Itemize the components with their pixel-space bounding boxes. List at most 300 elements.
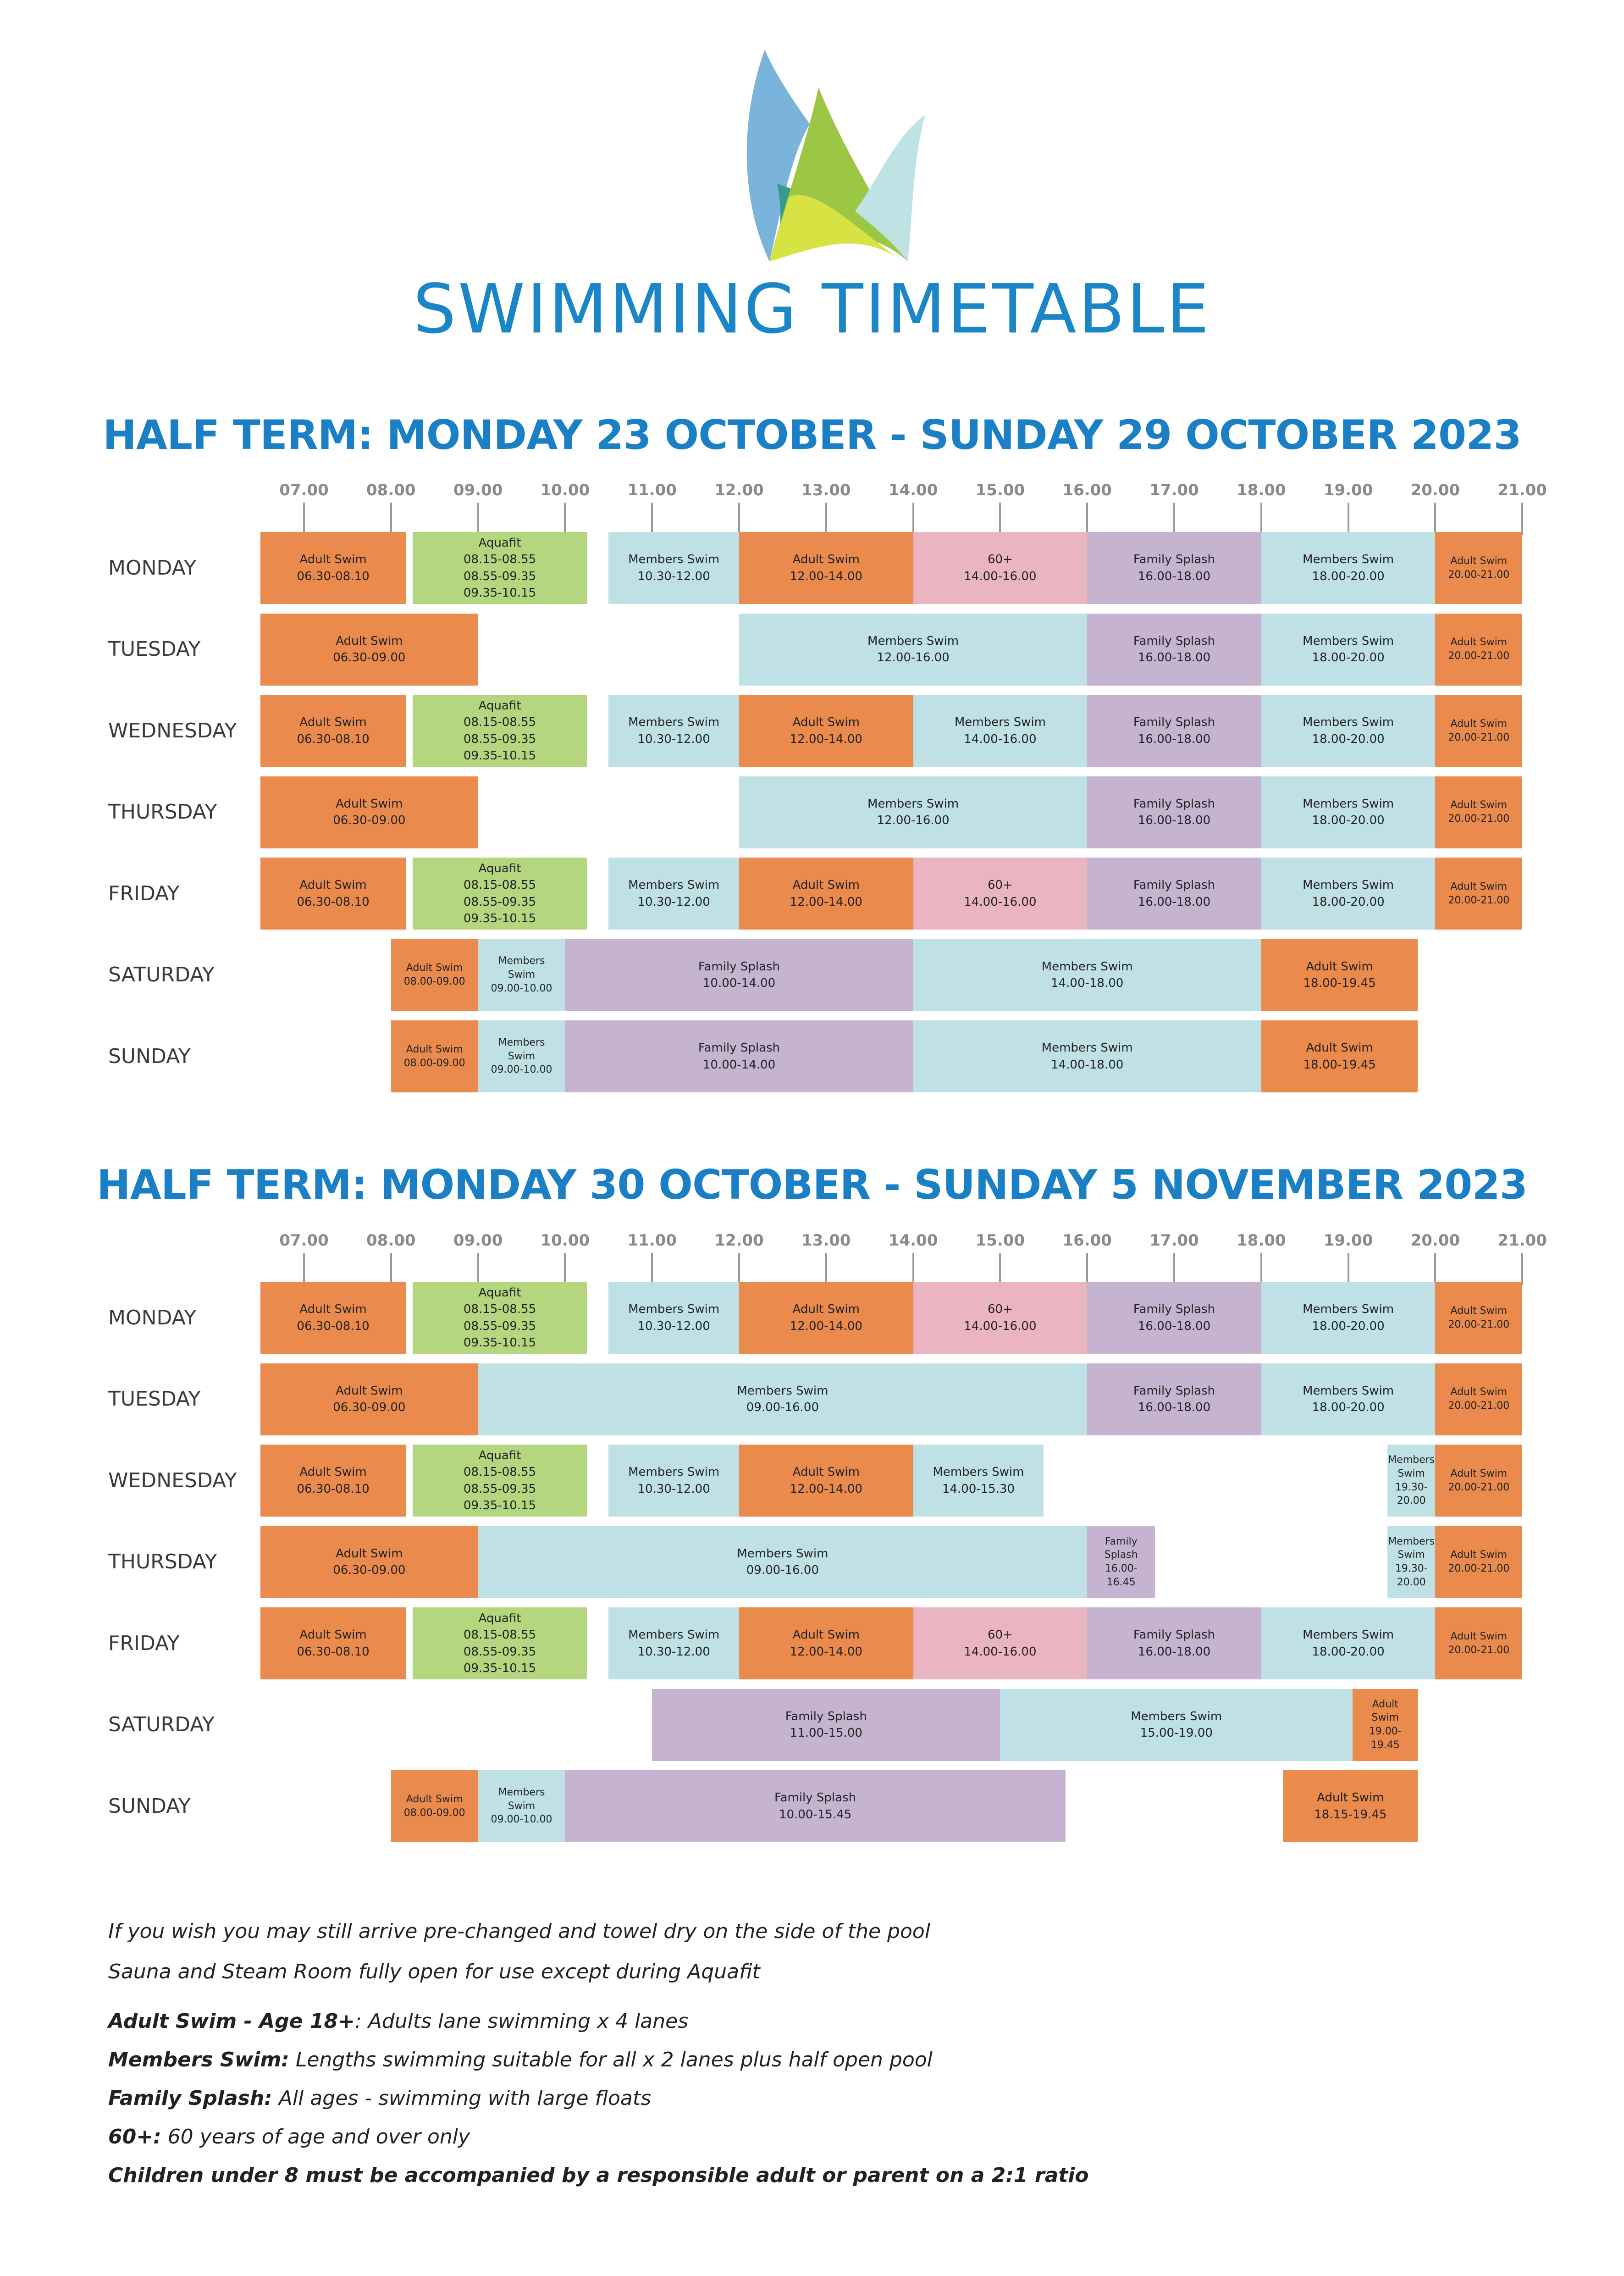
session-line: Aquafit [478, 1611, 521, 1625]
session-members [1000, 1689, 1353, 1761]
session-members [1261, 532, 1436, 604]
session-family [1087, 776, 1261, 848]
session-line: Adult Swim [299, 553, 367, 567]
session-line: 14.00-18.00 [1051, 1058, 1124, 1072]
session-line: 10.30-12.00 [637, 1319, 710, 1333]
session-line: Members Swim [867, 634, 959, 648]
session-adult [1435, 1526, 1522, 1598]
session-line: Adult Swim [299, 1465, 367, 1479]
session-line: 18.00-20.00 [1312, 895, 1385, 909]
session-adult [1435, 776, 1522, 848]
session-line: 06.30-09.00 [333, 814, 406, 827]
hour-tick [999, 1253, 1001, 1285]
session-line: 16.00-18.00 [1138, 814, 1211, 827]
session-members [913, 939, 1261, 1011]
hour-tick [912, 503, 914, 535]
session-line: 09.00-10.00 [491, 982, 552, 994]
session-line: 06.30-08.10 [297, 1482, 370, 1496]
session-members [608, 1282, 739, 1354]
session-line: 08.00-09.00 [403, 1057, 465, 1069]
session-line: Adult Swim [792, 878, 860, 892]
hour-label: 19.00 [1323, 1231, 1373, 1250]
session-line: Family Splash [785, 1709, 867, 1723]
hour-label: 18.00 [1237, 481, 1286, 499]
hour-tick [1173, 1253, 1175, 1285]
session-line: 12.00-16.00 [877, 814, 950, 827]
session-adult [1435, 1445, 1522, 1517]
session-line: 09.00-16.00 [746, 1401, 819, 1414]
session-line: Adult Swim [792, 1465, 860, 1479]
session-line: 06.30-08.10 [297, 1645, 370, 1659]
session-line: Swim [508, 1800, 536, 1812]
session-members [913, 695, 1088, 767]
session-adult [739, 858, 913, 930]
session-members [608, 1445, 739, 1517]
session-members [913, 1020, 1261, 1092]
session-line: 14.00-16.00 [964, 1645, 1037, 1659]
session-line: 16.00- [1105, 1563, 1138, 1574]
session-line: Members Swim [628, 1628, 720, 1642]
session-adult [260, 1363, 478, 1435]
session-line: 20.00 [1397, 1495, 1426, 1507]
session-line: 08.55-09.35 [463, 1482, 536, 1496]
session-line: 20.00 [1397, 1576, 1426, 1588]
session-family [652, 1689, 1000, 1761]
session-line: Members [498, 955, 545, 967]
session-line: 08.15-08.55 [463, 715, 536, 730]
session-line: 10.00-15.45 [779, 1807, 852, 1822]
session-members [478, 939, 565, 1011]
session-line: 18.00-20.00 [1312, 651, 1385, 665]
session-line: 08.55-09.35 [463, 1645, 536, 1659]
session-line: Family Splash [1133, 715, 1215, 730]
day-label: FRIDAY [108, 1631, 180, 1655]
hour-tick [738, 503, 740, 535]
session-line: Family Splash [1133, 1302, 1215, 1317]
hour-label: 18.00 [1237, 1231, 1286, 1250]
session-line: Swim [508, 1050, 536, 1062]
hour-label: 16.00 [1062, 1231, 1112, 1250]
session-family [1087, 858, 1261, 930]
session-adult [739, 1607, 913, 1679]
session-line: 08.15-08.55 [463, 553, 536, 567]
session-line: 06.30-08.10 [297, 1319, 370, 1333]
hour-tick [1434, 503, 1436, 535]
hour-label: 12.00 [714, 1231, 764, 1250]
session-line: Family Splash [774, 1791, 856, 1805]
session-line: Adult Swim [299, 878, 367, 892]
session-adult [1283, 1770, 1418, 1842]
session-line: 12.00-14.00 [790, 1645, 862, 1659]
hour-tick [477, 503, 479, 535]
session-line: Family Splash [1133, 1384, 1215, 1398]
session-aqua [413, 1445, 587, 1517]
session-line: Adult Swim [336, 634, 403, 648]
hour-tick [564, 503, 566, 535]
session-line: 20.00-21.00 [1448, 650, 1510, 662]
session-adult [1435, 532, 1522, 604]
session-line: Members Swim [1303, 553, 1394, 567]
hour-label: 20.00 [1410, 481, 1460, 499]
session-family [1087, 1526, 1155, 1598]
session-members [478, 1770, 565, 1842]
hour-tick [1348, 503, 1349, 535]
session-aqua [413, 1282, 587, 1354]
session-line: Adult Swim [1450, 637, 1508, 648]
session-members [913, 1445, 1044, 1517]
day-label: MONDAY [108, 556, 197, 580]
session-line: 09.00-10.00 [491, 1814, 552, 1826]
session-line: Family Splash [1133, 634, 1215, 648]
session-adult [1435, 1607, 1522, 1679]
session-line: 20.00-21.00 [1448, 894, 1510, 906]
session-members [608, 858, 739, 930]
note-members-swim: Members Swim: Lengths swimming suitable for all x 2 lanes plus half open pool [108, 2048, 933, 2071]
session-line: Adult Swim [336, 1546, 403, 1561]
session-line: Adult Swim [1450, 555, 1508, 567]
session-members [739, 614, 1087, 686]
session-line: 09.35-10.15 [463, 1661, 536, 1675]
session-line: Adult Swim [792, 553, 860, 567]
session-adult [391, 939, 478, 1011]
session-members [1261, 858, 1436, 930]
session-line: Members Swim [1131, 1709, 1222, 1723]
session-line: 19.45 [1370, 1739, 1400, 1751]
session-line: 09.35-10.15 [463, 586, 536, 600]
day-label: WEDNESDAY [108, 719, 237, 742]
session-members [1261, 1363, 1436, 1435]
session-members [608, 1607, 739, 1679]
session-line: Adult [1372, 1698, 1398, 1710]
hour-tick [303, 1253, 305, 1285]
session-members [478, 1363, 1088, 1435]
session-line: Adult Swim [792, 1302, 860, 1317]
hour-tick [1260, 503, 1262, 535]
hour-tick [825, 1253, 827, 1285]
session-line: 09.35-10.15 [463, 1498, 536, 1512]
hour-label: 13.00 [801, 481, 851, 499]
session-line: 12.00-14.00 [790, 1482, 862, 1496]
hour-label: 21.00 [1497, 1231, 1547, 1250]
session-line: 20.00-21.00 [1448, 569, 1510, 581]
session-line: Adult Swim [336, 1384, 403, 1398]
session-members [608, 695, 739, 767]
hour-label: 21.00 [1497, 481, 1547, 499]
session-aqua [413, 532, 587, 604]
session-members [1261, 1607, 1436, 1679]
session-sixty [913, 532, 1088, 604]
session-adult [391, 1020, 478, 1092]
session-line: 08.00-09.00 [403, 1807, 465, 1819]
session-line: Swim [1398, 1549, 1425, 1561]
session-line: Adult Swim [1306, 959, 1373, 974]
session-line: Members Swim [737, 1384, 829, 1398]
session-line: 16.00-18.00 [1138, 569, 1211, 583]
section-heading: HALF TERM: MONDAY 30 OCTOBER - SUNDAY 5 NOVEMBER 2023 [97, 1161, 1527, 1208]
session-line: 08.00-09.00 [403, 976, 465, 987]
hour-label: 17.00 [1149, 481, 1199, 499]
session-line: Members Swim [1303, 1384, 1394, 1398]
session-line: Members Swim [1303, 634, 1394, 648]
hour-label: 19.00 [1323, 481, 1373, 499]
session-line: 20.00-21.00 [1448, 1644, 1510, 1656]
session-aqua [413, 858, 587, 930]
session-line: 16.00-18.00 [1138, 895, 1211, 909]
session-line: 09.35-10.15 [463, 1335, 536, 1350]
session-line: Swim [1371, 1712, 1399, 1724]
hour-label: 15.00 [975, 1231, 1025, 1250]
day-label: MONDAY [108, 1306, 197, 1329]
session-line: 08.55-09.35 [463, 569, 536, 583]
day-label: WEDNESDAY [108, 1468, 237, 1492]
hour-tick [1086, 503, 1088, 535]
session-line: Adult Swim [1450, 1386, 1508, 1398]
session-line: 10.30-12.00 [637, 1482, 710, 1496]
session-line: Family Splash [698, 1041, 780, 1055]
note-sixty-plus: 60+: 60 years of age and over only [108, 2125, 470, 2149]
session-line: 18.00-19.45 [1303, 1058, 1376, 1072]
hour-tick [999, 503, 1001, 535]
session-line: Family Splash [1133, 797, 1215, 811]
session-line: Adult Swim [792, 715, 860, 730]
session-line: Members Swim [1303, 715, 1394, 730]
hour-label: 14.00 [888, 481, 938, 499]
session-line: 10.30-12.00 [637, 895, 710, 909]
session-adult [260, 1445, 406, 1517]
session-family [565, 939, 913, 1011]
session-members [1261, 614, 1436, 686]
session-line: Aquafit [478, 861, 521, 875]
session-adult [260, 1526, 478, 1598]
hour-tick [1086, 1253, 1088, 1285]
session-line: Family Splash [1133, 1628, 1215, 1642]
session-line: Adult Swim [1450, 799, 1508, 811]
session-line: 10.00-14.00 [702, 976, 776, 990]
session-line: 20.00-21.00 [1448, 1481, 1510, 1493]
session-sixty [913, 1282, 1088, 1354]
session-line: 08.55-09.35 [463, 1319, 536, 1333]
session-line: Adult Swim [299, 715, 367, 730]
session-members [1261, 1282, 1436, 1354]
session-adult [739, 532, 913, 604]
hour-label: 12.00 [714, 481, 764, 499]
session-line: 20.00-21.00 [1448, 1318, 1510, 1330]
session-line: 10.00-14.00 [702, 1058, 776, 1072]
session-line: 09.00-10.00 [491, 1064, 552, 1076]
session-line: 18.00-20.00 [1312, 569, 1385, 583]
session-line: Members Swim [954, 715, 1046, 730]
session-members [1387, 1526, 1435, 1598]
session-line: Family Splash [1133, 878, 1215, 892]
session-family [1087, 614, 1261, 686]
note-adult-swim: Adult Swim - Age 18+: Adults lane swimming x 4 lanes [108, 2010, 689, 2033]
session-aqua [413, 695, 587, 767]
session-family [1087, 695, 1261, 767]
session-line: Adult Swim [1450, 718, 1508, 730]
session-line: Members Swim [1303, 797, 1394, 811]
session-line: Adult Swim [1450, 1630, 1508, 1642]
session-line: Members [1388, 1454, 1435, 1466]
session-line: Swim [508, 969, 536, 981]
session-line: 06.30-09.00 [333, 1401, 406, 1414]
session-line: Adult Swim [336, 797, 403, 811]
session-line: Adult Swim [406, 962, 463, 974]
session-line: Family Splash [698, 959, 780, 974]
session-line: 08.15-08.55 [463, 1628, 536, 1642]
session-line: 10.30-12.00 [637, 1645, 710, 1659]
session-line: Adult Swim [406, 1043, 463, 1055]
session-line: Members Swim [867, 797, 959, 811]
session-adult [260, 695, 406, 767]
session-line: Members [1388, 1535, 1435, 1547]
session-line: 12.00-14.00 [790, 895, 862, 909]
hour-tick [1260, 1253, 1262, 1285]
session-line: Adult Swim [1450, 1549, 1508, 1561]
session-members [1261, 695, 1436, 767]
session-adult [1435, 858, 1522, 930]
hour-label: 11.00 [627, 1231, 677, 1250]
session-sixty [913, 858, 1088, 930]
day-label: FRIDAY [108, 881, 180, 905]
session-line: Adult Swim [1306, 1041, 1373, 1055]
session-line: 15.00-19.00 [1140, 1726, 1213, 1740]
session-line: 12.00-14.00 [790, 1319, 862, 1333]
hour-label: 07.00 [279, 1231, 329, 1250]
session-adult [1261, 1020, 1418, 1092]
hour-label: 09.00 [453, 1231, 503, 1250]
note-children: Children under 8 must be accompanied by a responsible adult or parent on a 2:1 ratio [108, 2164, 1089, 2187]
day-label: THURSDAY [108, 1550, 217, 1573]
session-line: 16.00-18.00 [1138, 1645, 1211, 1659]
session-line: 18.00-20.00 [1312, 1645, 1385, 1659]
session-line: 20.00-21.00 [1448, 1400, 1510, 1412]
hour-tick [651, 503, 653, 535]
session-sixty [913, 1607, 1088, 1679]
session-line: 20.00-21.00 [1448, 813, 1510, 825]
session-line: 08.15-08.55 [463, 1465, 536, 1479]
session-family [1087, 1363, 1261, 1435]
session-line: Members [498, 1036, 545, 1048]
session-adult [260, 532, 406, 604]
day-label: SATURDAY [108, 963, 215, 986]
session-adult [260, 614, 478, 686]
session-line: 60+ [987, 1302, 1013, 1317]
session-line: 19.30- [1395, 1563, 1428, 1574]
session-adult [260, 776, 478, 848]
session-line: Aquafit [478, 698, 521, 713]
session-line: 60+ [987, 553, 1013, 567]
session-line: 14.00-16.00 [964, 732, 1037, 746]
session-line: Adult Swim [299, 1302, 367, 1317]
session-line: 06.30-08.10 [297, 569, 370, 583]
hour-label: 14.00 [888, 1231, 938, 1250]
session-line: 16.00-18.00 [1138, 1319, 1211, 1333]
session-adult [1435, 1363, 1522, 1435]
hour-tick [303, 503, 305, 535]
session-members [478, 1020, 565, 1092]
hour-label: 08.00 [366, 1231, 416, 1250]
session-members [1387, 1445, 1435, 1517]
session-line: 08.15-08.55 [463, 1302, 536, 1317]
session-adult [1261, 939, 1418, 1011]
session-line: Members Swim [628, 553, 720, 567]
hour-tick [390, 503, 392, 535]
session-line: 18.00-20.00 [1312, 732, 1385, 746]
day-label: SATURDAY [108, 1713, 215, 1736]
session-line: 12.00-14.00 [790, 732, 862, 746]
session-line: Members Swim [1303, 878, 1394, 892]
session-line: 08.55-09.35 [463, 895, 536, 909]
hour-tick [1521, 1253, 1523, 1285]
session-adult [1435, 1282, 1522, 1354]
day-label: TUESDAY [108, 1387, 201, 1411]
session-line: 09.35-10.15 [463, 911, 536, 925]
session-line: Members Swim [628, 1302, 720, 1317]
session-line: Members Swim [628, 1465, 720, 1479]
session-adult [739, 695, 913, 767]
day-label: SUNDAY [108, 1794, 191, 1818]
session-line: 11.00-15.00 [790, 1726, 862, 1740]
hour-tick [390, 1253, 392, 1285]
session-family [565, 1020, 913, 1092]
session-line: 18.00-19.45 [1303, 976, 1376, 990]
day-label: TUESDAY [108, 637, 201, 661]
session-line: Splash [1104, 1549, 1138, 1561]
session-line: 14.00-16.00 [964, 895, 1037, 909]
hour-label: 16.00 [1062, 481, 1112, 499]
session-line: Adult Swim [1450, 1305, 1508, 1317]
session-members [739, 776, 1087, 848]
session-line: Aquafit [478, 536, 521, 550]
sails-logo-icon [711, 46, 940, 275]
section-heading: HALF TERM: MONDAY 23 OCTOBER - SUNDAY 29 OCTOBER 2023 [103, 411, 1521, 459]
session-line: 14.00-16.00 [964, 1319, 1037, 1333]
hour-tick [1521, 503, 1523, 535]
session-line: Members Swim [933, 1465, 1024, 1479]
session-line: 10.30-12.00 [637, 569, 710, 583]
hour-tick [912, 1253, 914, 1285]
session-family [1087, 1607, 1261, 1679]
session-line: 10.30-12.00 [637, 732, 710, 746]
hour-label: 07.00 [279, 481, 329, 499]
session-line: 09.35-10.15 [463, 748, 536, 763]
hour-label: 08.00 [366, 481, 416, 499]
session-adult [739, 1445, 913, 1517]
session-line: 06.30-09.00 [333, 651, 406, 665]
session-line: 06.30-08.10 [297, 732, 370, 746]
session-adult [260, 858, 406, 930]
note-family-splash: Family Splash: All ages - swimming with large floats [108, 2087, 652, 2110]
page-title: SWIMMING TIMETABLE [413, 270, 1211, 349]
session-adult [260, 1282, 406, 1354]
session-line: 06.30-09.00 [333, 1563, 406, 1577]
session-line: 16.00-18.00 [1138, 732, 1211, 746]
session-adult [391, 1770, 478, 1842]
session-line: 16.00-18.00 [1138, 651, 1211, 665]
session-line: Adult Swim [1450, 1467, 1508, 1479]
session-line: 14.00-16.00 [964, 569, 1037, 583]
session-line: 14.00-18.00 [1051, 976, 1124, 990]
session-line: Members Swim [1303, 1628, 1394, 1642]
hour-tick [477, 1253, 479, 1285]
session-line: 08.55-09.35 [463, 732, 536, 746]
session-line: 20.00-21.00 [1448, 1563, 1510, 1574]
session-line: Adult Swim [792, 1628, 860, 1642]
hour-tick [651, 1253, 653, 1285]
session-adult [739, 1282, 913, 1354]
hour-label: 10.00 [540, 1231, 590, 1250]
session-adult [1435, 614, 1522, 686]
